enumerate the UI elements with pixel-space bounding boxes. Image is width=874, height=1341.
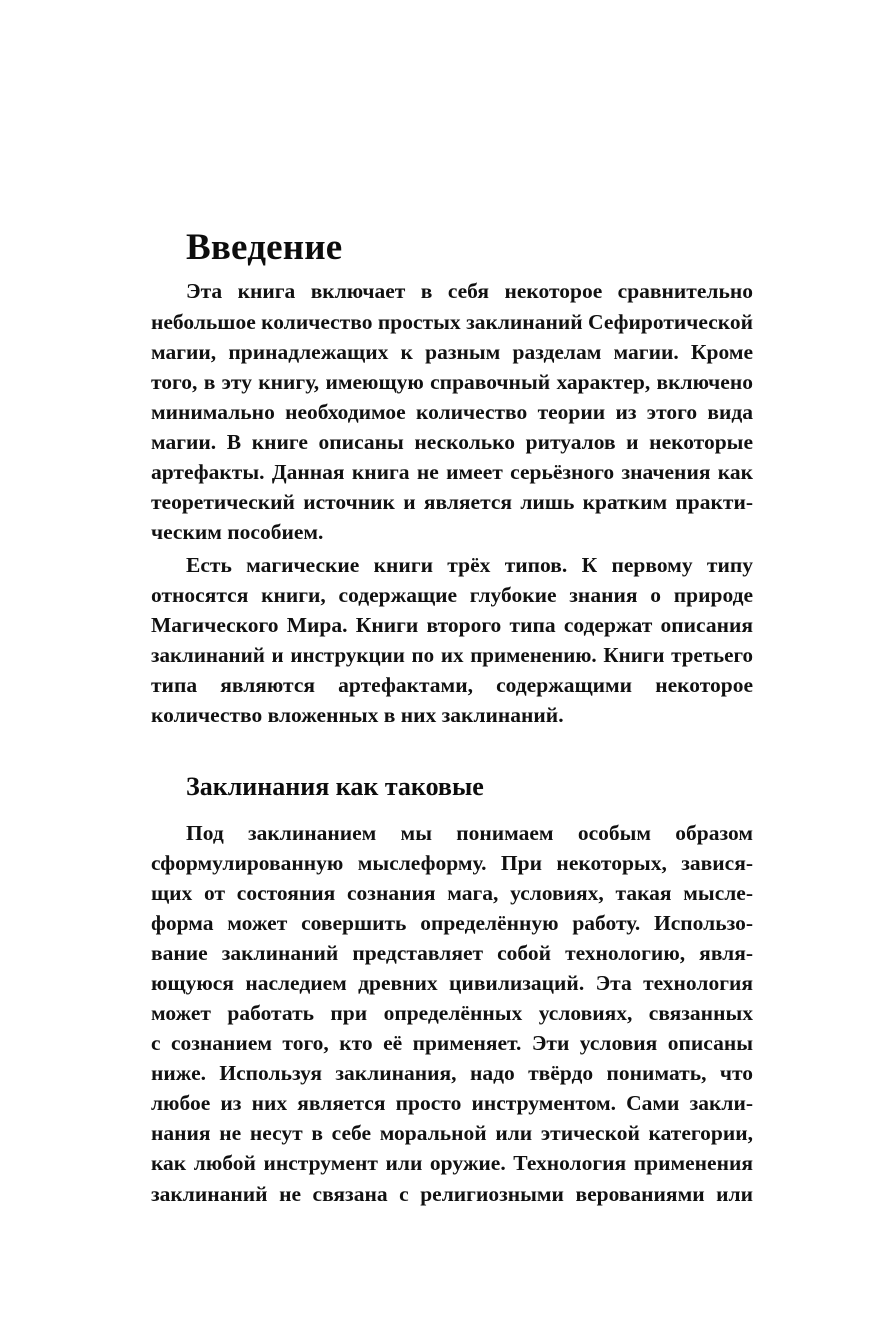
section-title-spells: Заклинания как таковые [186, 772, 484, 801]
text-line: относятся книги, содержащие глубокие знания о природе [151, 583, 753, 607]
text-line: небольшое количество простых заклинаний Сефиротической [151, 310, 753, 334]
text-line: заклинаний и инструкции по их применению. Книги третьего [151, 643, 753, 667]
text-line: ческим пособием. [151, 520, 324, 544]
text-line: может работать при определённых условиях, связанных [151, 1001, 753, 1025]
text-line: Под заклинанием мы понимаем особым образом [186, 821, 753, 845]
text-line: Эта книга включает в себя некоторое сравнительно [186, 279, 753, 303]
text-line: минимально необходимое количество теории из этого вида [151, 400, 753, 424]
text-line: нания не несут в себе моральной или этической категории, [151, 1121, 753, 1145]
text-line: форма может совершить определённую работу. Использо- [151, 911, 753, 935]
text-line: типа являются артефактами, содержащими некоторое [151, 673, 753, 697]
text-line: количество вложенных в них заклинаний. [151, 703, 564, 727]
text-line: щих от состояния сознания мага, условиях, такая мысле- [151, 881, 753, 905]
text-line: ющуюся наследием древних цивилизаций. Эта технология [151, 971, 753, 995]
section-title-introduction: Введение [186, 227, 343, 268]
text-line: магии. В книге описаны несколько ритуалов и некоторые [151, 430, 753, 454]
text-line: вание заклинаний представляет собой технологию, явля- [151, 941, 753, 965]
text-line: заклинаний не связана с религиозными верованиями или [151, 1182, 753, 1206]
text-line: как любой инструмент или оружие. Технология применения [151, 1151, 753, 1175]
text-line: артефакты. Данная книга не имеет серьёзного значения как [151, 460, 753, 484]
text-line: ниже. Используя заклинания, надо твёрдо понимать, что [151, 1061, 753, 1085]
text-line: теоретический источник и является лишь кратким практи- [151, 490, 753, 514]
text-line: Магического Мира. Книги второго типа содержат описания [151, 613, 753, 637]
text-line: сформулированную мыслеформу. При некоторых, завися- [151, 851, 753, 875]
text-line: того, в эту книгу, имеющую справочный характер, включено [151, 370, 753, 394]
text-line: Есть магические книги трёх типов. К первому типу [186, 553, 753, 577]
text-line: магии, принадлежащих к разным разделам магии. Кроме [151, 340, 753, 364]
text-line: с сознанием того, кто её применяет. Эти условия описаны [151, 1031, 753, 1055]
text-line: любое из них является просто инструментом. Сами закли- [151, 1091, 753, 1115]
